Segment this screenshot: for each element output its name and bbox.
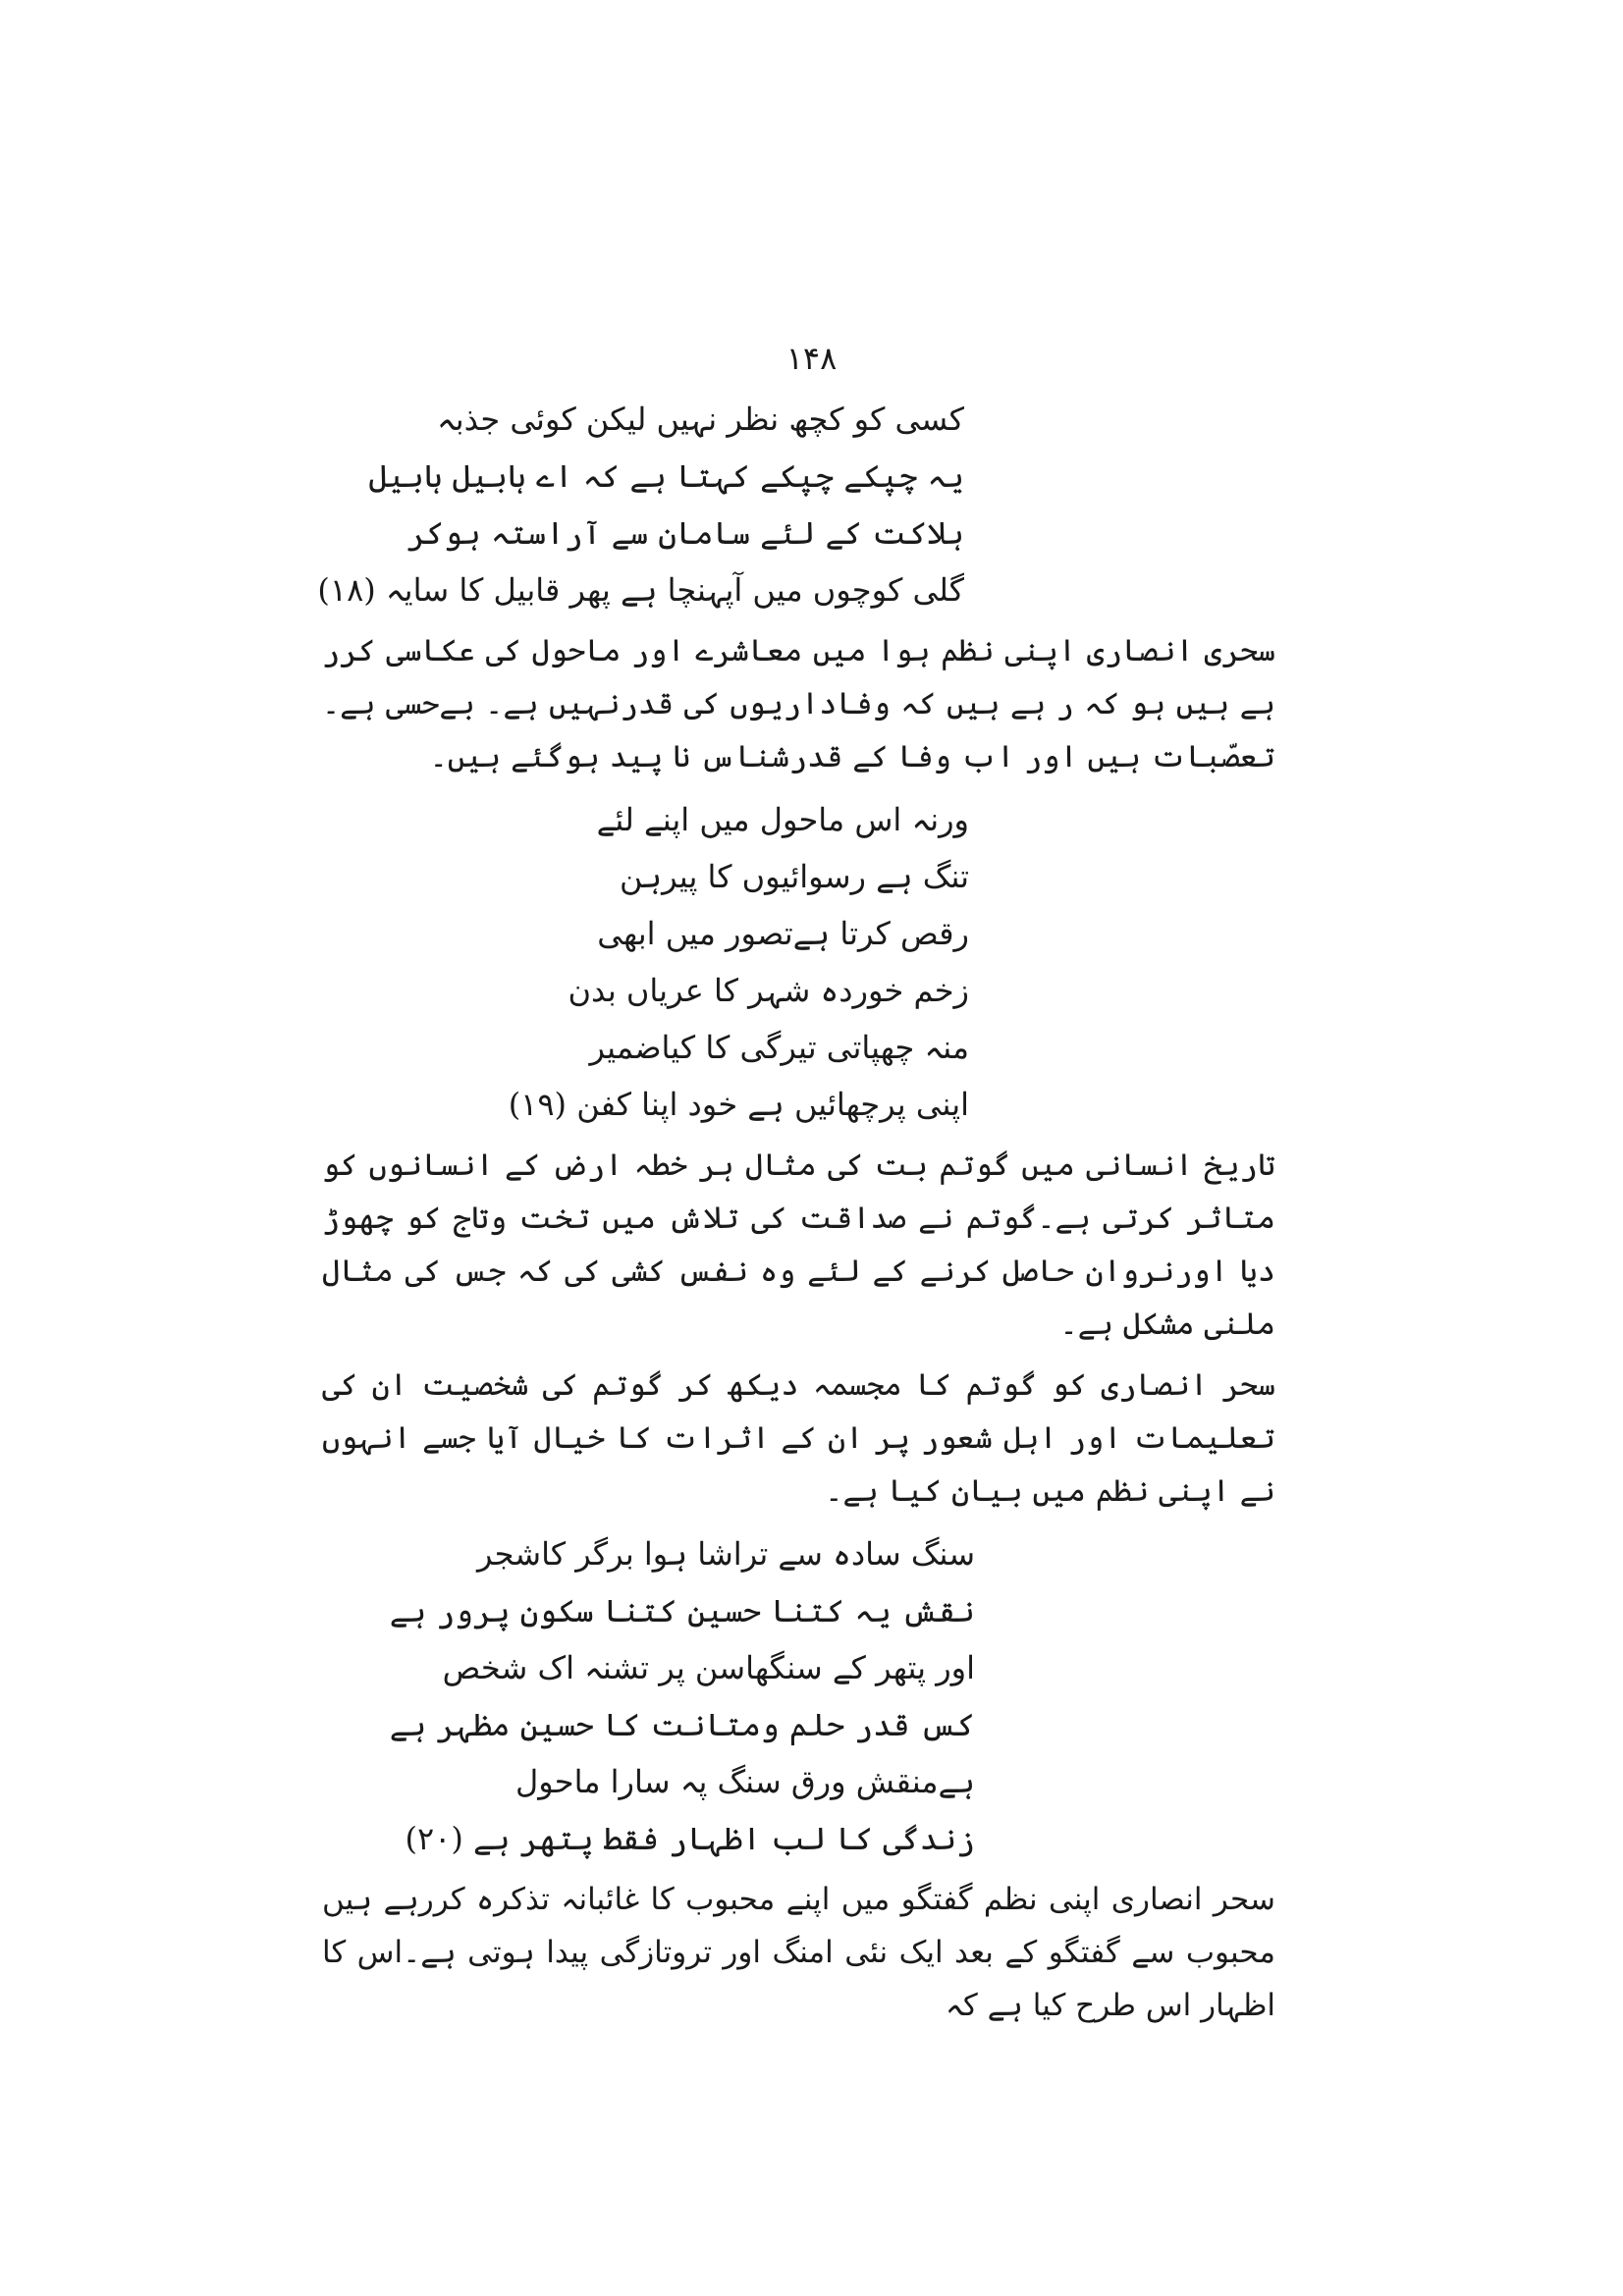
verse-line: رقص کرتا ہےتصور میں ابھی	[597, 915, 969, 952]
verse-block-1	[317, 391, 1300, 618]
verse-line: کسی کو کچھ نظر نہیں لیکن کوئی جذبہ	[436, 400, 964, 438]
verse-line: اپنی پرچھائیں ہے خود اپنا کفن (۱۹)	[508, 1086, 969, 1123]
verse-block-3	[322, 1525, 1300, 1867]
verse-block-2	[322, 791, 1300, 1133]
paragraph: سحر انصاری کو گوتم کا مجسمہ دیکھ کر گوتم کی شخصیت ان کی تعلیمات اور اہل شعور پر ان کے اثرات کا خیال آیا جسے انہوں نے اپنی نظم میں بیان کیا ہے۔	[322, 1367, 1275, 1509]
verse-line: تنگ ہے رسوائیوں کا پیرہن	[620, 858, 969, 895]
verse-line: گلی کوچوں میں آپہنچا ہے پھر قابیل کا سایہ (۱۸)	[317, 571, 964, 609]
verse-line: منہ چھپاتی تیرگی کا کیاضمیر	[589, 1029, 969, 1066]
verse-line: ورنہ اس ماحول میں اپنے لئے	[596, 801, 969, 838]
page-number: ۱۴۸	[785, 340, 838, 377]
verse-line: زندگی کا لب اظہار فقط پتھر ہے (۲۰)	[405, 1820, 975, 1857]
verse-line: اور پتھر کے سنگھاسن پر تشنہ اک شخص	[442, 1649, 975, 1686]
verse-line: نقش یہ کتنا حسین کتنا سکون پرور ہے	[389, 1592, 975, 1629]
paragraph: تاریخ انسانی میں گوتم بت کی مثال ہر خطہ ارض کے انسانوں کو متاثر کرتی ہے۔گوتم نے صداقت کی تلاش میں تخت وتاج کو چھوڑ دیا اورنروان حاصل کرنے کے لئے وہ نفس کشی کی کہ جس کی مثال ملنی مشکل ہے۔	[322, 1148, 1275, 1342]
paragraph: سحری انصاری اپنی نظم ہوا میں معاشرے اور ماحول کی عکاسی کرر ہے ہیں ہو کہ ر ہے ہیں کہ وفاداریوں کی قدرنہیں ہے۔ بےحسی ہے۔تعصّبات ہیں اور اب وفا کے قدرشناس نا پید ہوگئے ہیں۔	[322, 633, 1275, 774]
verse-line: سنگ سادہ سے تراشا ہوا برگر کاشجر	[476, 1535, 975, 1573]
verse-line: زخم خوردہ شہر کا عریاں بدن	[568, 972, 969, 1009]
verse-line: ہلاکت کے لئے سامان سے آراستہ ہوکر	[406, 514, 964, 552]
verse-line: یہ چپکے چپکے کہتا ہے کہ اے ہابیل ہابیل	[368, 457, 964, 495]
verse-line: کس قدر حلم ومتانت کا حسین مظہر ہے	[389, 1706, 975, 1743]
page-content	[317, 391, 1300, 2040]
paragraph: سحر انصاری اپنی نظم گفتگو میں اپنے محبوب کا غائبانہ تذکرہ کررہے ہیں محبوب سے گفتگو کے بعد ایک نئی امنگ اور تروتازگی پیدا ہوتی ہے۔اس کا اظہار اس طرح کیا ہے کہ	[322, 1882, 1275, 2023]
verse-line: ہےمنقش ورق سنگ پہ سارا ماحول	[515, 1763, 975, 1800]
